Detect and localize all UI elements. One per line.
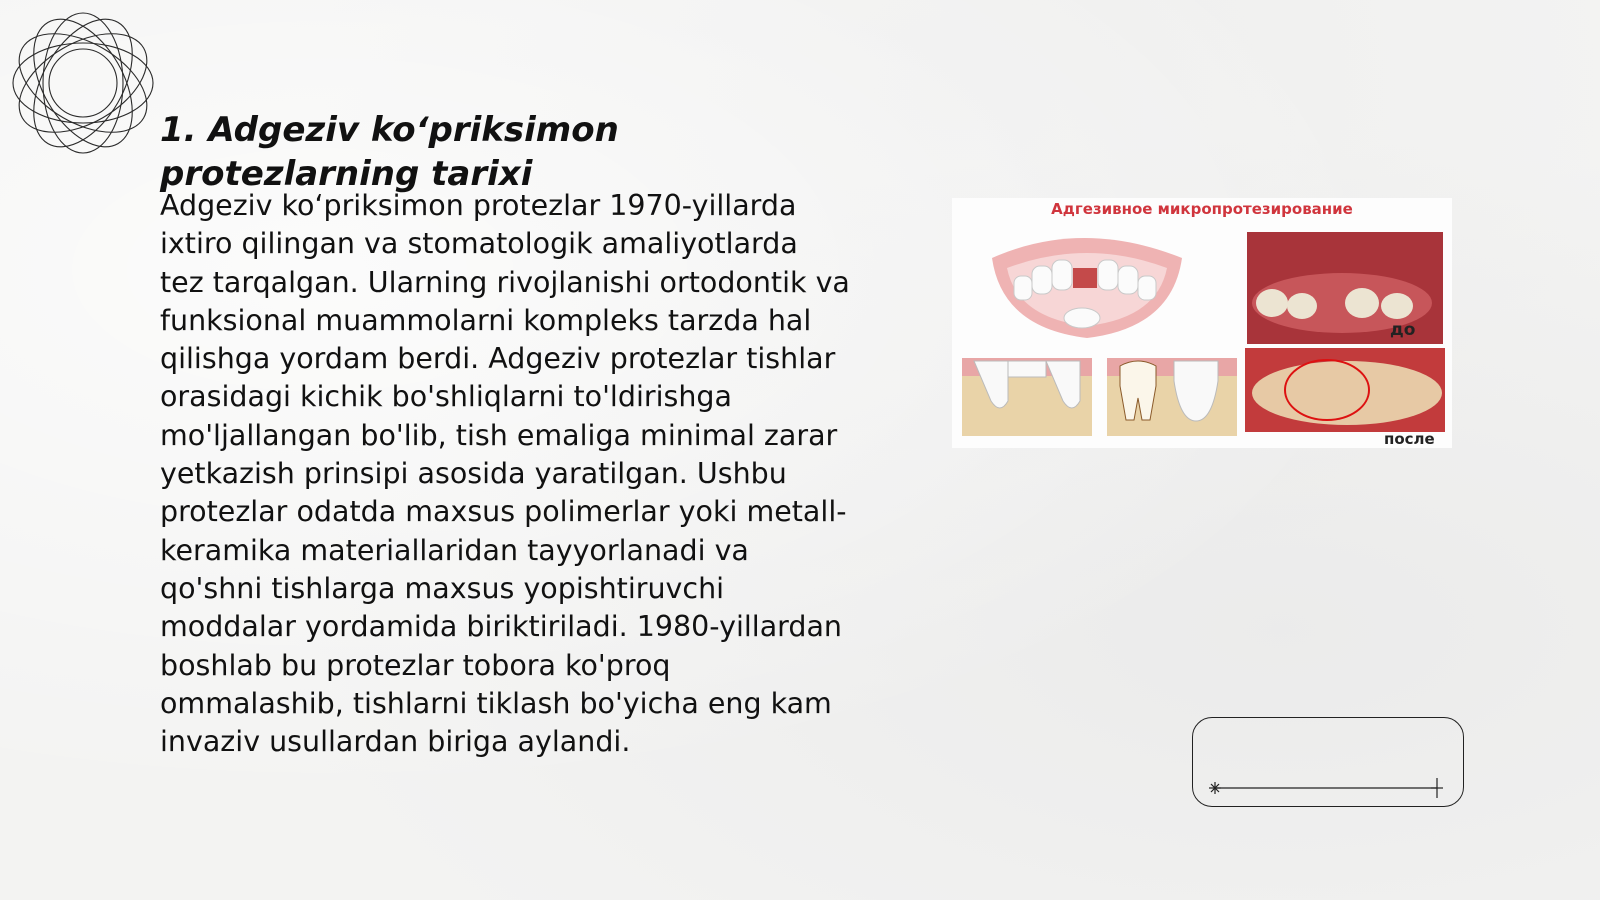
after-photo	[1245, 348, 1445, 432]
slide-body-text: Adgeziv ko‘priksimon protezlar 1970-yillarda ixtiro qilingan va stomatologik amaliyotlarda tez tarqalgan. Ularning rivojlanishi ortodontik va funksional muammolarni kompleks tarzda hal qilishga yordam berdi. Adgeziv protezlar tishlar orasidagi kichik bo'shliqlarni to'ldirishga mo'ljallangan bo'lib, tish emaliga minimal zarar yetkazish prinsipi asosida yaratilgan. Ushbu protezlar odatda maxsus polimerlar yoki metall-keramika materiallaridan tayyorlanadi va qo'shni tishlarga maxsus yopishtiruvchi moddalar yordamida biriktiriladi. 1980-yillardan boshlab bu protezlar tobora ko'proq ommalashib, tishlarni tiklash bo'yicha eng kam invaziv usullardan biriga aylandi.	[160, 189, 850, 759]
upper-arch-illustration	[992, 238, 1182, 338]
figure-caption: Адгезивное микропротезирование	[1051, 200, 1353, 218]
pill-line-decoration	[1193, 718, 1465, 808]
decorative-pill-box	[1192, 717, 1464, 807]
sparkle-icon	[1431, 778, 1443, 798]
after-label: после	[1384, 430, 1435, 448]
dental-figure	[952, 198, 1452, 448]
dental-illustration	[952, 198, 1452, 448]
starburst-icon	[1209, 782, 1221, 794]
slide-title: 1. Adgeziv ko‘priksimon protezlarning tarixi	[160, 110, 619, 194]
tooth-sections	[962, 358, 1237, 436]
decorative-orb-icon	[8, 8, 158, 158]
before-label: до	[1390, 320, 1416, 340]
